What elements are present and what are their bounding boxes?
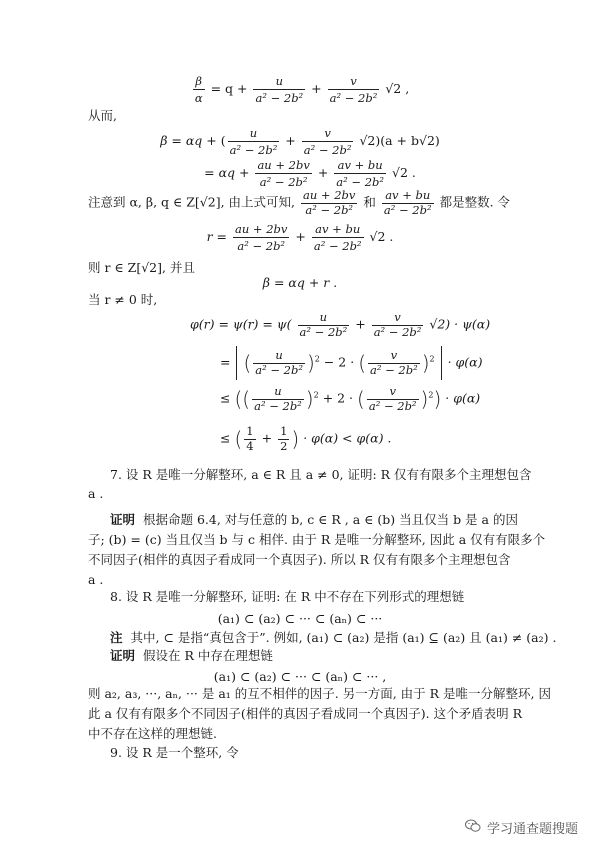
equation-9: ≤ ( $\frac{1}{4}$ + $\frac{1}{2}$ ) · φ(α) < φ(α) . — [220, 424, 392, 453]
proof-label: 证明 — [110, 648, 136, 663]
wechat-icon — [465, 819, 481, 837]
proof-7-line-2: 子; (b) = (c) 当且仅当 b 与 c 相伴. 由于 R 是唯一分解整环, 因此 a 仅有有限多个 — [88, 532, 546, 547]
problem-8-line-1: 8. 设 R 是唯一分解整环, 证明: 在 R 中不存在下列形式的理想链 — [110, 589, 465, 604]
proof-label: 证明 — [110, 512, 136, 527]
proof-8-line-3: 此 a 仅有有限多个不同因子(相伴的真因子看成同一个真因子). 这个矛盾表明 R — [88, 706, 522, 721]
watermark-text: 学习通查题搜题 — [486, 822, 578, 837]
equation-3: = αq + $\frac{au + 2bv}{\text{a² − 2b²}}$ + $\frac{av + bu}{\text{a² − 2b²}}$ √2 . — [204, 158, 416, 189]
equation-4: r = $\frac{au + 2bv}{\text{a² − 2b²}}$ + $\frac{av + bu}{\text{a² − 2b²}}$ √2 . — [206, 222, 394, 253]
equation-1: $\frac{\beta}{\alpha}$ = q + $\frac{u}{\text{a² − 2b²}}$ + $\frac{v}{\text{a² − 2b²}}$ √2 , — [194, 74, 410, 105]
equation-5: β = αq + r . — [262, 275, 338, 290]
equation-2: β = αq + ( $\frac{u}{\text{a² − 2b²}}$ + $\frac{v}{\text{a² − 2b²}}$ √2)(a + b√2) — [160, 126, 440, 157]
problem-7-line-2: a . — [88, 486, 104, 501]
equation-6: φ(r) = ψ(r) = ψ( $\frac{u}{\text{a² − 2b²}}$ + $\frac{v}{\text{a² − 2b²}}$ √2) · ψ(α) — [190, 310, 491, 339]
equation-7: = ( $\frac{u}{\text{a² − 2b²}}$ )$^2$ − 2 · ( $\frac{v}{\text{a² − 2b²}}$ )$^2$ · φ(α) — [220, 346, 483, 380]
proof-7-line-3: 不同因子(相伴的真因子看成同一个真因子). 所以 R 仅有有限多个主理想包含 — [88, 552, 511, 567]
proof-7-line-4: a . — [88, 572, 104, 587]
problem-9: 9. 设 R 是一个整环, 令 — [110, 745, 239, 760]
text-then: 则 r ∈ Z[√2], 并且 — [88, 260, 195, 275]
text-therefore: 从而, — [88, 108, 117, 123]
proof-7-line-1: 证明 根据命题 6.4, 对与任意的 b, c ∈ R , a ∈ (b) 当且仅当 b 是 a 的因 — [110, 512, 518, 527]
proof-8-chain: (a₁) ⊂ (a₂) ⊂ ··· ⊂ (aₙ) ⊂ ··· , — [213, 669, 387, 684]
proof-8-line-2: 则 a₂, a₃, ···, aₙ, ··· 是 a₁ 的互不相伴的因子. 另一方面, 由于 R 是唯一分解整环, 因 — [88, 686, 551, 701]
text-note: 注意到 α, β, q ∈ Z[√2], 由上式可知, $\frac{au + 2bv}{\text{a² − 2b²}}$ 和 $\frac{av + bu}{\text{a² − 2b²}}$ 都是整数. 令 — [88, 188, 511, 217]
note-label: 注 — [110, 630, 123, 645]
proof-8-line-4: 中不存在这样的理想链. — [88, 726, 217, 741]
equation-8: ≤ (( $\frac{u}{\text{a² − 2b²}}$ )$^2$ + 2 · ( $\frac{v}{\text{a² − 2b²}}$ )$^2$) · φ(α) — [220, 384, 481, 413]
problem-7-line-1: 7. 设 R 是唯一分解整环, a ∈ R 且 a ≠ 0, 证明: R 仅有有限多个主理想包含 — [110, 467, 532, 482]
problem-8-chain: (a₁) ⊂ (a₂) ⊂ ··· ⊂ (aₙ) ⊂ ··· — [217, 611, 383, 626]
text-when: 当 r ≠ 0 时, — [88, 292, 158, 307]
watermark — [465, 818, 578, 837]
proof-8-line-1: 证明 假设在 R 中存在理想链 — [110, 648, 273, 663]
note-8: 注 其中, ⊂ 是指“真包含于”. 例如, (a₁) ⊂ (a₂) 是指 (a₁) ⊆ (a₂) 且 (a₁) ≠ (a₂) . — [110, 630, 557, 645]
